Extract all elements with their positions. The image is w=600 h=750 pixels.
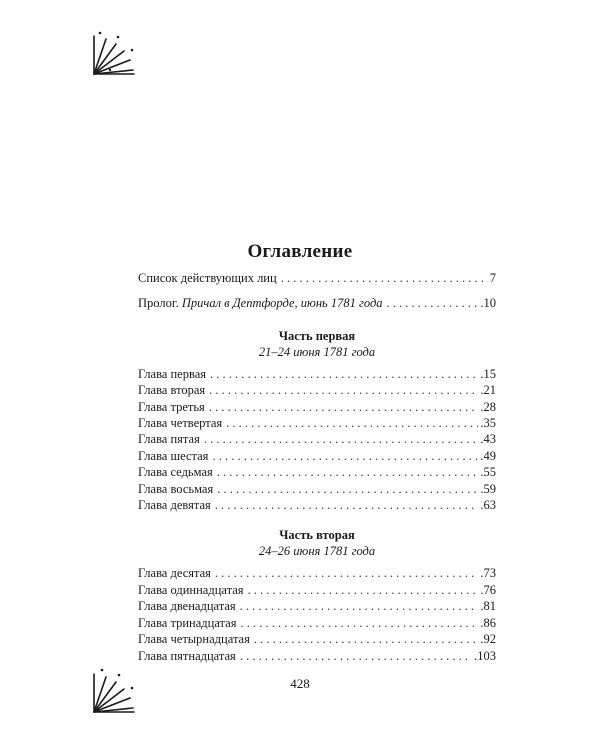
toc-entry-chapter[interactable]: [138, 448, 496, 464]
toc-entry-label: Список действующих лиц: [138, 271, 277, 285]
toc-entry-chapter[interactable]: [138, 464, 496, 480]
toc-entry-chapter[interactable]: [138, 399, 496, 415]
dot-leader: [387, 295, 479, 311]
toc-entry-cast[interactable]: [138, 270, 496, 286]
toc-entry-page: .63: [480, 498, 496, 513]
part-one-title: Часть первая: [278, 328, 356, 343]
toc-entry-page: 7: [489, 271, 496, 285]
toc-entry-page: .92: [480, 632, 496, 647]
toc-entry-page: .28: [480, 399, 496, 414]
toc-entry-label: Глава шестая: [138, 448, 209, 463]
toc-entry-page: .81: [480, 599, 496, 614]
dot-leader: [215, 497, 479, 513]
toc-entry-chapter[interactable]: [138, 582, 496, 598]
dot-leader: [209, 399, 479, 415]
toc-entry-label: Глава одиннадцатая: [138, 582, 244, 597]
toc-entry-chapter[interactable]: [138, 481, 496, 497]
dot-leader: [226, 415, 478, 431]
toc-entry-page: .49: [480, 448, 496, 463]
toc-entry-page: .73: [480, 566, 496, 581]
toc-entry-label: Глава пятнадцатая: [138, 648, 236, 663]
dot-leader: [212, 448, 478, 464]
dot-leader: [215, 565, 478, 581]
toc-entry-label: [138, 295, 383, 311]
dot-leader: [204, 431, 479, 447]
toc-entry-label: Глава девятая: [138, 498, 211, 513]
table-of-contents: [138, 270, 496, 664]
toc-entry-label: Глава десятая: [138, 566, 211, 581]
toc-entry-chapter[interactable]: [138, 598, 496, 614]
toc-entry-chapter[interactable]: [138, 648, 496, 664]
toc-entry-page: .59: [480, 481, 496, 496]
toc-entry-chapter[interactable]: [138, 631, 496, 647]
page-number: 428: [290, 676, 310, 691]
dot-leader: [240, 615, 478, 631]
part-two-dates: 24–26 июня 1781 года: [258, 544, 376, 559]
toc-entry-page: .76: [480, 582, 496, 597]
toc-entry-label: Глава четырнадцатая: [138, 632, 250, 647]
prologue-subtitle: Причал в Дептфорде, июнь 1781 года: [181, 296, 383, 311]
dot-leader: [248, 582, 479, 598]
dot-leader: [209, 382, 478, 398]
toc-entry-label: Глава пятая: [138, 432, 200, 447]
toc-entry-page: .35: [480, 416, 496, 431]
toc-entry-label: Глава восьмая: [138, 481, 214, 496]
dot-leader: [217, 464, 479, 480]
toc-entry-label: Глава седьмая: [138, 465, 213, 480]
dot-leader: [240, 598, 479, 614]
toc-entry-prologue[interactable]: [138, 295, 496, 311]
part-two-chapter-list: [138, 565, 496, 663]
sunburst-ornament-top-icon: [88, 30, 138, 80]
dot-leader: [281, 270, 488, 286]
toc-entry-page: .86: [480, 615, 496, 630]
toc-entry-page: .43: [480, 432, 496, 447]
sunburst-ornament-bottom-icon: [88, 666, 138, 716]
toc-entry-chapter[interactable]: [138, 366, 496, 382]
part-one-chapter-list: [138, 366, 496, 514]
toc-entry-chapter[interactable]: [138, 382, 496, 398]
dot-leader: [210, 366, 478, 382]
part-one-dates: 21–24 июня 1781 года: [258, 344, 376, 359]
dot-leader: [254, 631, 479, 647]
toc-entry-label: Глава вторая: [138, 383, 206, 398]
toc-entry-page: .55: [480, 465, 496, 480]
toc-entry-page: .21: [480, 383, 496, 398]
toc-entry-label: Глава тринадцатая: [138, 615, 237, 630]
toc-entry-page: .15: [480, 366, 496, 381]
dot-leader: [217, 481, 478, 497]
toc-entry-label: Глава третья: [138, 399, 205, 414]
toc-entry-chapter[interactable]: [138, 615, 496, 631]
toc-entry-label: Глава первая: [138, 366, 207, 381]
part-two-title: Часть вторая: [279, 528, 355, 543]
dot-leader: [240, 648, 472, 664]
toc-entry-chapter[interactable]: [138, 415, 496, 431]
toc-entry-chapter[interactable]: [138, 497, 496, 513]
prologue-label: Пролог.: [138, 296, 179, 311]
toc-entry-page: .103: [474, 648, 496, 663]
toc-entry-chapter[interactable]: [138, 565, 496, 581]
toc-entry-label: Глава двенадцатая: [138, 599, 236, 614]
toc-entry-label: Глава четвертая: [138, 416, 223, 431]
toc-entry-page: .10: [480, 296, 496, 311]
toc-heading: Оглавление: [247, 240, 353, 262]
toc-entry-chapter[interactable]: [138, 431, 496, 447]
